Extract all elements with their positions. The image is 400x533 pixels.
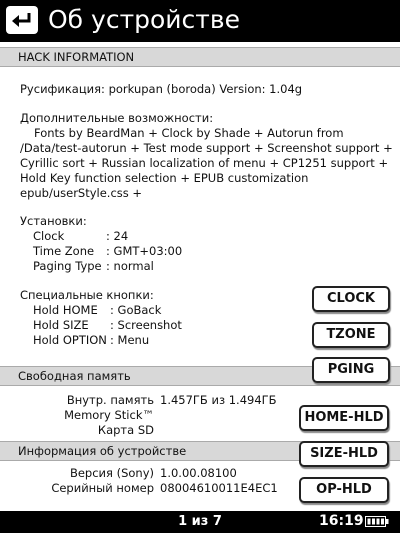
op-hld-button[interactable]: OP-HLD	[299, 477, 389, 503]
memory-stick-label: Memory Stick™	[64, 408, 154, 422]
section-free-memory: Свободная память	[0, 366, 400, 386]
version-label: Версия (Sony)	[69, 466, 154, 480]
extras-line: /Data/test-autorun + Test mode support + Screenshot support +	[20, 141, 393, 155]
tzone-button[interactable]: TZONE	[312, 322, 390, 348]
setting-name-timezone: Time Zone	[33, 244, 95, 258]
special-key-name-option: Hold OPTION	[33, 333, 107, 347]
back-button[interactable]	[6, 6, 38, 34]
title-bar	[0, 0, 400, 42]
pging-button[interactable]: PGING	[312, 357, 390, 383]
version-value: 1.0.00.08100	[160, 466, 237, 480]
home-hld-button[interactable]: HOME-HLD	[299, 405, 389, 431]
extras-line: Cyrillic sort + Russian localization of menu + CP1251 support +	[20, 156, 389, 170]
setting-value-clock: : 24	[106, 229, 129, 243]
clock-display: 16:19	[319, 513, 364, 529]
battery-icon	[365, 516, 389, 527]
serial-value: 08004610011E4EC1	[160, 481, 278, 495]
special-key-value-home: : GoBack	[110, 303, 162, 317]
russification-line: Русификация: porkupan (boroda) Version: 1.04g	[20, 82, 303, 96]
internal-memory-value: 1.457ГБ из 1.494ГБ	[160, 393, 277, 407]
settings-title: Установки:	[20, 214, 87, 228]
extras-line: Fonts by BeardMan + Clock by Shade + Autorun from	[34, 126, 344, 140]
extras-line: Hold Key function selection + EPUB customization	[20, 171, 309, 185]
size-hld-button[interactable]: SIZE-HLD	[299, 441, 389, 467]
setting-value-timezone: : GMT+03:00	[106, 244, 183, 258]
serial-label: Серийный номер	[51, 481, 154, 495]
setting-value-paging: : normal	[106, 259, 154, 273]
special-key-name-home: Hold HOME	[33, 303, 98, 317]
special-key-value-option: : Menu	[110, 333, 150, 347]
page-title: Об устройстве	[48, 5, 240, 34]
setting-name-clock: Clock	[33, 229, 65, 243]
special-keys-title: Специальные кнопки:	[20, 288, 154, 302]
page-indicator: 1 из 7	[178, 514, 222, 529]
section-device-info: Информация об устройстве	[0, 441, 400, 461]
clock-button[interactable]: CLOCK	[312, 286, 390, 312]
section-hack-information: HACK INFORMATION	[0, 47, 400, 67]
sd-card-label: Карта SD	[97, 423, 154, 437]
setting-name-paging: Paging Type	[33, 259, 102, 273]
special-key-value-size: : Screenshot	[110, 318, 182, 332]
extras-line: epub/userStyle.css +	[20, 186, 143, 200]
extras-title: Дополнительные возможности:	[20, 111, 214, 125]
internal-memory-label: Внутр. память	[66, 393, 154, 407]
back-arrow-icon	[10, 10, 34, 30]
status-bar	[0, 511, 400, 533]
special-key-name-size: Hold SIZE	[33, 318, 89, 332]
